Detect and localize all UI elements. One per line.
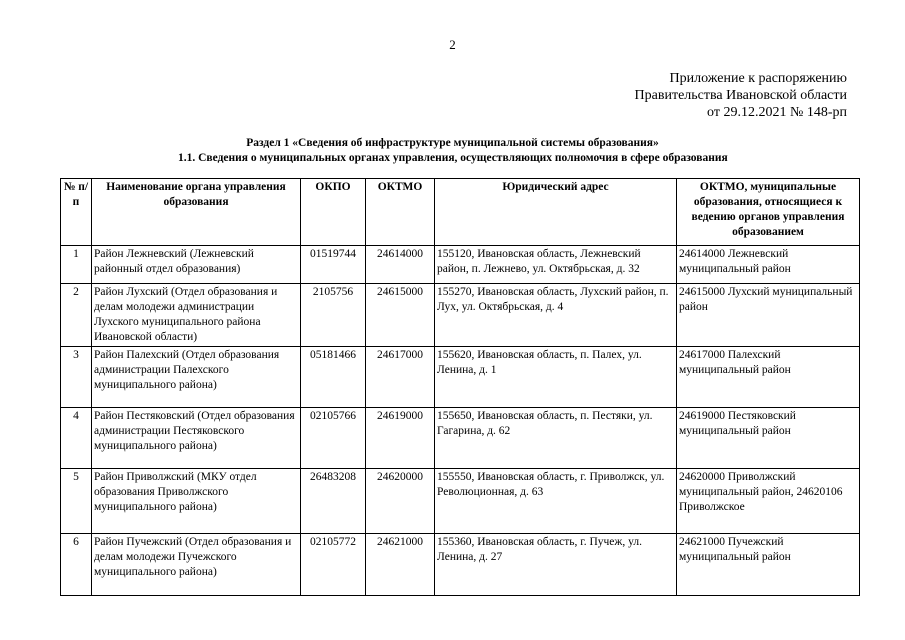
cell-oktmo: 24620000 [366, 469, 435, 534]
cell-oktmo-municipal: 24621000 Пучежский муниципальный район [677, 534, 860, 596]
education-authorities-table [60, 178, 860, 596]
appendix-line-3: от 29.12.2021 № 148-рп [707, 105, 847, 120]
cell-address: 155120, Ивановская область, Лежневский район, п. Лежнево, ул. Октябрьская, д. 32 [435, 246, 677, 284]
appendix-block [635, 70, 847, 121]
cell-okpo: 26483208 [301, 469, 366, 534]
header-okpo: ОКПО [301, 179, 366, 246]
table-row [61, 347, 860, 408]
cell-oktmo: 24614000 [366, 246, 435, 284]
header-name: Наименование органа управления образования [92, 179, 301, 246]
cell-oktmo-municipal: 24617000 Палехский муниципальный район [677, 347, 860, 408]
cell-okpo: 02105772 [301, 534, 366, 596]
cell-num: 3 [61, 347, 92, 408]
cell-num: 1 [61, 246, 92, 284]
cell-okpo: 01519744 [301, 246, 366, 284]
cell-oktmo: 24615000 [366, 284, 435, 347]
cell-address: 155650, Ивановская область, п. Пестяки, ул. Гагарина, д. 62 [435, 408, 677, 469]
cell-address: 155360, Ивановская область, г. Пучеж, ул. Ленина, д. 27 [435, 534, 677, 596]
cell-okpo: 2105756 [301, 284, 366, 347]
page-number: 2 [449, 37, 456, 52]
cell-name: Район Лухский (Отдел образования и делам молодежи администрации Лухского муниципального района Ивановской области) [92, 284, 301, 347]
cell-oktmo: 24617000 [366, 347, 435, 408]
cell-name: Район Пестяковский (Отдел образования администрации Пестяковского муниципального района) [92, 408, 301, 469]
cell-okpo: 02105766 [301, 408, 366, 469]
cell-num: 5 [61, 469, 92, 534]
table-row [61, 408, 860, 469]
table-row [61, 534, 860, 596]
cell-num: 2 [61, 284, 92, 347]
appendix-line-2: Правительства Ивановской области [634, 88, 847, 103]
cell-num: 4 [61, 408, 92, 469]
cell-name: Район Палехский (Отдел образования администрации Палехского муниципального района) [92, 347, 301, 408]
cell-oktmo: 24619000 [366, 408, 435, 469]
cell-num: 6 [61, 534, 92, 596]
table-row [61, 284, 860, 347]
header-num: № п/п [61, 179, 92, 246]
header-oktmo: ОКТМО [366, 179, 435, 246]
cell-oktmo: 24621000 [366, 534, 435, 596]
cell-okpo: 05181466 [301, 347, 366, 408]
table-row [61, 246, 860, 284]
header-oktmo-municipal: ОКТМО, муниципальные образования, относящиеся к ведению органов управления образованием [677, 179, 860, 246]
cell-name: Район Пучежский (Отдел образования и делам молодежи Пучежского муниципального района) [92, 534, 301, 596]
cell-oktmo-municipal: 24615000 Лухский муниципальный район [677, 284, 860, 347]
cell-name: Район Приволжский (МКУ отдел образования Приволжского муниципального района) [92, 469, 301, 534]
header-address: Юридический адрес [435, 179, 677, 246]
cell-oktmo-municipal: 24620000 Приволжский муниципальный район, 24620106 Приволжское [677, 469, 860, 534]
cell-oktmo-municipal: 24614000 Лежневский муниципальный район [677, 246, 860, 284]
section-title: Раздел 1 «Сведения об инфраструктуре муниципальной системы образования» [246, 137, 659, 149]
cell-address: 155550, Ивановская область, г. Приволжск, ул. Революционная, д. 63 [435, 469, 677, 534]
cell-address: 155620, Ивановская область, п. Палех, ул. Ленина, д. 1 [435, 347, 677, 408]
cell-address: 155270, Ивановская область, Лухский район, п. Лух, ул. Октябрьская, д. 4 [435, 284, 677, 347]
cell-oktmo-municipal: 24619000 Пестяковский муниципальный район [677, 408, 860, 469]
table-row [61, 469, 860, 534]
subsection-title: 1.1. Сведения о муниципальных органах управления, осуществляющих полномочия в сфере образования [178, 152, 728, 164]
cell-name: Район Лежневский (Лежневский районный отдел образования) [92, 246, 301, 284]
table-header-row [61, 179, 860, 246]
appendix-line-1: Приложение к распоряжению [669, 71, 847, 86]
